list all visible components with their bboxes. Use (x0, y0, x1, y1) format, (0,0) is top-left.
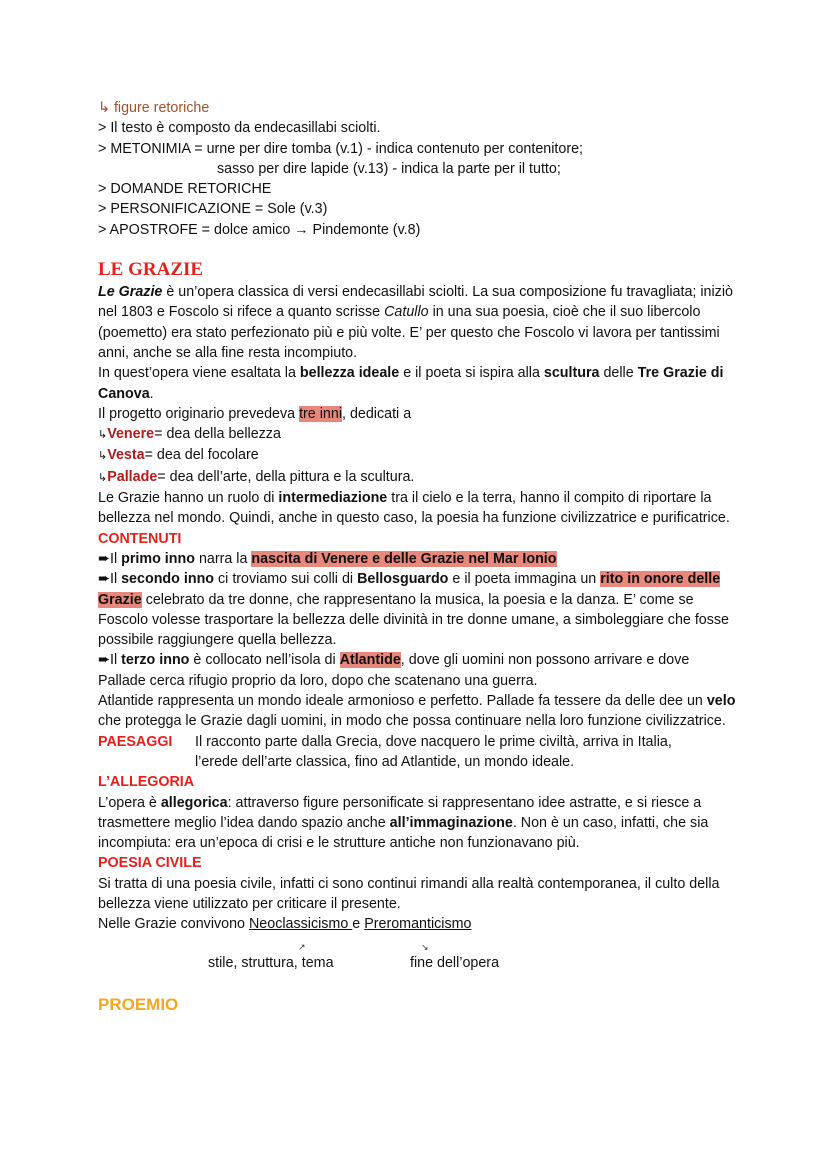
paesaggi-line-2: l’erede dell’arte classica, fino ad Atlantide, un mondo ideale. (195, 753, 575, 770)
p3-text-a: Il progetto originario prevedeva (98, 405, 300, 422)
god-desc: = dea della bellezza (154, 426, 281, 443)
figure-line-5: > PERSONIFICAZIONE = Sole (v.3) (98, 201, 328, 218)
figure-line-4: > DOMANDE RETORICHE (98, 181, 272, 198)
arrow-down-right-icon: ↘ (421, 941, 429, 952)
contenuti-heading: CONTENUTI (98, 530, 182, 547)
p2-bellezza-ideale: bellezza ideale (299, 365, 400, 382)
god-pallade (98, 467, 738, 488)
neoclassicismo-label: stile, struttura, tema (208, 954, 334, 971)
conv-text-c: e (352, 916, 365, 933)
god-name: Vesta (107, 447, 145, 464)
p4-intermediazione: intermediazione (278, 490, 388, 507)
i3-terzo-inno: terzo inno (121, 652, 190, 669)
atlantide-paragraph (98, 691, 738, 732)
secondo-inno (98, 569, 738, 650)
alleg-text-a: L’opera è (98, 794, 161, 811)
right-arrow-icon: ➨ (98, 652, 110, 669)
terzo-inno (98, 650, 738, 691)
preromanticismo-label: fine dell’opera (410, 954, 500, 971)
alleg-text-c: : attraverso figure personificate si rappresentano idee astratte, e si riesce a trasmettere meglio l’idea dando spazio anche (98, 794, 702, 831)
branch-labels (98, 953, 738, 973)
i3-text-e: , dove gli uomini non possono arrivare e dove Pallade cerca rifugio proprio da loro, dopo che scatenano una guerra. (98, 652, 690, 689)
proemio-heading: PROEMIO (98, 994, 179, 1014)
alleg-allegorica: allegorica (160, 794, 228, 811)
i1-nascita-venere: nascita di Venere e delle Grazie nel Mar Ionio (251, 550, 557, 567)
arrow-up-right-icon: ↗ (298, 941, 306, 952)
p2-tre-grazie-canova: Tre Grazie di Canova (98, 365, 724, 402)
paesaggi-heading: PAESAGGI (98, 733, 173, 750)
i2-text-c: ci troviamo sui colli di (214, 571, 358, 588)
conv-text-a: Nelle Grazie convivono (98, 916, 249, 933)
poesia-civile-heading: POESIA CIVILE (98, 855, 202, 872)
i1-text-c: narra la (194, 550, 252, 567)
p2-text-a: In quest’opera viene esaltata la (98, 365, 300, 382)
p4-text-c: tra il cielo e la terra, hanno il compito di riportare la bellezza nel mondo. Quindi, anche in questo caso, la poesia ha funzione civilizzatrice e purificatrice. (98, 490, 730, 527)
figure-line-3: sasso per dire lapide (v.13) - indica la parte per il tutto; (217, 160, 561, 177)
sub-arrow-icon: ↳ (98, 471, 108, 484)
primo-inno (98, 549, 738, 569)
alleg-immaginazione: all’immaginazione (389, 814, 513, 831)
preromanticismo: Preromanticismo (364, 916, 472, 933)
allegoria-paragraph (98, 793, 738, 854)
grazie-paragraph-2 (98, 363, 738, 404)
figure-line-1: > Il testo è composto da endecasillabi sciolti. (98, 120, 381, 137)
right-arrow-icon: ➨ (98, 550, 110, 567)
grazie-intro-title: Le Grazie (98, 284, 163, 301)
i2-text-e: e il poeta immagina un (448, 571, 601, 588)
figure-line-6: > APOSTROFE = dolce amico → Pindemonte (v.8) (98, 221, 421, 238)
paesaggi-text-1: Il racconto parte dalla Grecia, dove nacquero le prime civiltà, arriva in Italia, (195, 733, 672, 750)
god-name: Venere (107, 426, 155, 443)
god-name: Pallade (107, 468, 158, 485)
alleg-text-e: . Non è un caso, infatti, che sia incompiuta: era un’epoca di crisi e le strutture antiche non funzionavano più. (98, 814, 709, 852)
i3-text-c: è collocato nell’isola di (189, 652, 340, 669)
grazie-paragraph-3 (98, 404, 738, 424)
i2-secondo-inno: secondo inno (121, 571, 215, 588)
figure-retoriche-heading: ↳ figure retoriche (98, 100, 210, 116)
grazie-intro-text-1: è un’opera classica di versi endecasillabi sciolti. La sua composizione fu travagliata; iniziò nel 1803 e Foscolo si rifece a quanto scrisse (98, 284, 733, 321)
grazie-paragraph-4 (98, 488, 738, 529)
catullo-name: Catullo (384, 304, 429, 321)
p2-text-e: delle (599, 365, 638, 382)
convivono-line (98, 914, 738, 934)
p3-tre-inni: tre inni (299, 405, 342, 422)
i2-rito-grazie: rito in onore delle Grazie (98, 571, 721, 608)
i2-bellosguardo: Bellosguardo (357, 571, 449, 588)
allegoria-heading: L’ALLEGORIA (98, 774, 195, 791)
p2-scultura: scultura (543, 365, 600, 382)
i3-atlantide: Atlantide (339, 652, 401, 669)
p4-text-a: Le Grazie hanno un ruolo di (98, 490, 279, 507)
god-desc: = dea del focolare (144, 447, 259, 464)
i2-text-a: Il (109, 571, 122, 588)
le-grazie-title: LE GRAZIE (98, 259, 204, 281)
i3-text-a: Il (109, 652, 122, 669)
atl-text-c: che protegga le Grazie dagli uomini, in modo che possa continuare nella loro funzione civilizzatrice. (98, 713, 726, 730)
p2-text-c: e il poeta si ispira alla (399, 365, 544, 382)
paesaggi-line-1 (98, 732, 738, 752)
sub-arrow-icon: ↳ (98, 450, 108, 463)
document-page (98, 98, 738, 1015)
i1-primo-inno: primo inno (121, 550, 195, 567)
god-vesta (98, 445, 738, 466)
right-arrow-icon: ➨ (98, 571, 110, 588)
poesia-civile-paragraph: Si tratta di una poesia civile, infatti ci sono continui rimandi alla realtà contemporanea, il culto della bellezza viene utilizzato per criticare il presente. (98, 875, 720, 912)
grazie-intro-text-2: in una sua poesia, cioè che il suo libercolo (poemetto) era stato perfezionato più e più volte. E’ per questo che Foscolo vi lavora per tantissimi anni, anche se alla fine resta incompiuto. (98, 304, 720, 361)
god-venere (98, 424, 738, 445)
grazie-intro (98, 282, 738, 363)
god-desc: = dea dell’arte, della pittura e la scultura. (157, 468, 415, 485)
p3-text-c: , dedicati a (342, 405, 412, 422)
atl-velo: velo (706, 693, 736, 710)
neoclassicismo: Neoclassicismo (248, 916, 353, 933)
p2-text-g: . (149, 385, 154, 402)
figure-line-2: > METONIMIA = urne per dire tomba (v.1) - indica contenuto per contenitore; (98, 140, 584, 157)
i2-text-g: celebrato da tre donne, che rappresentano la musica, la poesia e la danza. E’ come se Foscolo volesse trasportare la bellezza delle divinità in tre donne umane, a simboleggiare che fosse possibile raggiungere quella bellezza. (98, 591, 730, 649)
branch-arrows (98, 935, 738, 953)
i1-text-a: Il (109, 550, 122, 567)
sub-arrow-icon: ↳ (98, 429, 108, 442)
atl-text-a: Atlantide rappresenta un mondo ideale armonioso e perfetto. Pallade fa tessere da delle dee un (98, 693, 707, 710)
